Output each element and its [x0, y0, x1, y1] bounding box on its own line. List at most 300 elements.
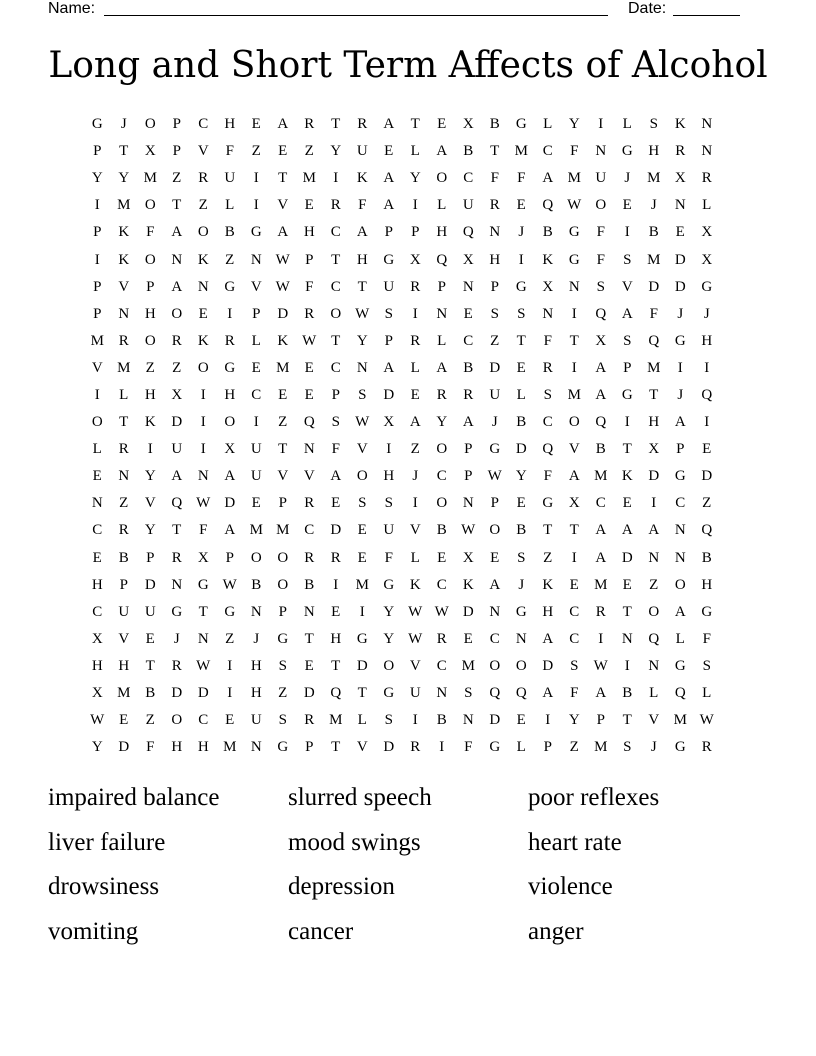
- grid-letter: M: [567, 170, 581, 187]
- grid-letter: V: [568, 441, 580, 458]
- grid-letter: A: [224, 468, 236, 485]
- grid-letter: N: [250, 739, 262, 756]
- grid-letter: U: [250, 468, 262, 485]
- grid-letter: I: [200, 386, 206, 403]
- grid-letter: W: [355, 414, 370, 431]
- grid-letter: Z: [702, 495, 712, 512]
- word-list-item: cancer: [288, 917, 354, 945]
- word-list-item: impaired balance: [48, 784, 220, 812]
- grid-letter: B: [701, 549, 712, 566]
- grid-letter: J: [253, 630, 260, 647]
- grid-letter: D: [356, 657, 368, 674]
- grid-letter: C: [330, 224, 341, 241]
- grid-letter: K: [118, 251, 130, 268]
- grid-letter: F: [490, 170, 499, 187]
- grid-letter: W: [434, 603, 449, 620]
- grid-letter: G: [383, 685, 395, 702]
- grid-letter: B: [463, 359, 474, 376]
- grid-letter: X: [701, 224, 713, 241]
- grid-letter: Z: [145, 712, 155, 729]
- grid-letter: V: [277, 468, 289, 485]
- grid-letter: N: [515, 630, 527, 647]
- grid-letter: L: [225, 197, 235, 214]
- grid-letter: Z: [172, 359, 182, 376]
- grid-letter: V: [356, 739, 368, 756]
- word-list-row: [48, 865, 768, 910]
- grid-letter: B: [489, 116, 500, 133]
- grid-letter: T: [490, 143, 500, 160]
- grid-letter: C: [675, 495, 686, 512]
- grid-letter: E: [437, 116, 447, 133]
- grid-letter: H: [436, 224, 448, 241]
- grid-letter: X: [144, 143, 156, 160]
- grid-letter: P: [305, 251, 314, 268]
- grid-letter: S: [543, 386, 552, 403]
- grid-letter: P: [490, 495, 499, 512]
- grid-letter: U: [144, 603, 156, 620]
- grid-letter: H: [91, 657, 103, 674]
- grid-letter: Q: [515, 685, 527, 702]
- grid-letter: S: [358, 386, 367, 403]
- grid-letter: M: [276, 359, 290, 376]
- grid-letter: W: [90, 712, 105, 729]
- grid-letter: J: [624, 170, 631, 187]
- grid-letter: I: [518, 251, 524, 268]
- grid-letter: L: [357, 712, 367, 729]
- grid-letter: K: [409, 576, 421, 593]
- grid-letter: D: [118, 739, 130, 756]
- grid-letter: T: [622, 441, 632, 458]
- grid-letter: N: [489, 603, 501, 620]
- grid-letter: E: [490, 549, 500, 566]
- grid-letter: H: [383, 468, 395, 485]
- grid-letter: A: [595, 359, 607, 376]
- grid-letter: E: [357, 549, 367, 566]
- grid-letter: F: [146, 739, 155, 756]
- grid-letter: E: [92, 549, 102, 566]
- grid-letter: U: [383, 278, 395, 295]
- grid-letter: Q: [595, 305, 607, 322]
- grid-letter: F: [570, 685, 579, 702]
- grid-letter: H: [91, 576, 103, 593]
- grid-letter: D: [489, 359, 501, 376]
- grid-letter: Z: [490, 332, 500, 349]
- grid-letter: P: [464, 468, 473, 485]
- grid-letter: N: [356, 359, 368, 376]
- grid-letter: E: [516, 197, 526, 214]
- grid-letter: A: [489, 576, 501, 593]
- grid-letter: R: [118, 332, 129, 349]
- grid-letter: C: [198, 116, 209, 133]
- grid-letter: X: [224, 441, 236, 458]
- grid-letter: I: [704, 414, 710, 431]
- grid-letter: U: [489, 386, 501, 403]
- grid-letter: G: [542, 495, 554, 512]
- grid-letter: S: [570, 657, 579, 674]
- grid-row: [84, 599, 744, 626]
- grid-letter: D: [701, 468, 713, 485]
- grid-letter: H: [648, 414, 660, 431]
- grid-letter: H: [250, 685, 262, 702]
- grid-letter: L: [702, 197, 712, 214]
- grid-letter: N: [303, 441, 315, 458]
- grid-letter: I: [227, 305, 233, 322]
- letter-grid: [84, 111, 744, 761]
- grid-letter: P: [543, 739, 552, 756]
- grid-letter: D: [277, 305, 289, 322]
- grid-letter: O: [489, 522, 501, 539]
- grid-letter: C: [436, 657, 447, 674]
- grid-letter: R: [330, 197, 341, 214]
- grid-letter: B: [224, 224, 235, 241]
- grid-letter: C: [330, 359, 341, 376]
- grid-letter: J: [120, 116, 127, 133]
- grid-letter: I: [94, 197, 100, 214]
- grid-letter: N: [595, 143, 607, 160]
- grid-letter: K: [277, 332, 289, 349]
- grid-letter: N: [462, 278, 474, 295]
- grid-letter: A: [621, 522, 633, 539]
- grid-letter: Z: [649, 576, 659, 593]
- grid-letter: I: [677, 359, 683, 376]
- grid-letter: M: [461, 657, 475, 674]
- grid-letter: G: [277, 739, 289, 756]
- grid-letter: V: [118, 630, 130, 647]
- grid-letter: E: [410, 386, 420, 403]
- grid-letter: R: [198, 170, 209, 187]
- grid-letter: A: [330, 468, 342, 485]
- grid-letter: E: [304, 657, 314, 674]
- grid-letter: K: [197, 332, 209, 349]
- word-list-row: [48, 776, 768, 821]
- grid-letter: T: [331, 116, 341, 133]
- grid-letter: E: [251, 116, 261, 133]
- grid-letter: B: [622, 685, 633, 702]
- grid-letter: Y: [409, 170, 421, 187]
- grid-letter: R: [542, 359, 553, 376]
- grid-letter: K: [144, 414, 156, 431]
- grid-letter: T: [569, 332, 579, 349]
- grid-letter: B: [516, 522, 527, 539]
- grid-letter: A: [542, 170, 554, 187]
- grid-letter: R: [330, 549, 341, 566]
- grid-letter: I: [227, 685, 233, 702]
- grid-letter: M: [647, 359, 661, 376]
- grid-letter: X: [701, 251, 713, 268]
- grid-letter: R: [595, 603, 606, 620]
- grid-letter: E: [304, 197, 314, 214]
- grid-letter: I: [253, 414, 259, 431]
- grid-letter: G: [674, 332, 686, 349]
- grid-letter: S: [517, 305, 526, 322]
- grid-letter: X: [409, 251, 421, 268]
- grid-letter: J: [677, 386, 684, 403]
- grid-row: [84, 572, 744, 599]
- grid-letter: R: [675, 143, 686, 160]
- grid-letter: E: [463, 630, 473, 647]
- grid-letter: G: [224, 359, 236, 376]
- grid-letter: T: [172, 522, 182, 539]
- grid-letter: B: [542, 224, 553, 241]
- grid-letter: O: [595, 197, 607, 214]
- grid-letter: O: [436, 495, 448, 512]
- grid-letter: M: [117, 197, 131, 214]
- grid-row: [84, 680, 744, 707]
- grid-letter: R: [436, 386, 447, 403]
- grid-letter: A: [648, 522, 660, 539]
- grid-letter: P: [305, 739, 314, 756]
- grid-letter: L: [437, 332, 447, 349]
- grid-letter: V: [197, 143, 209, 160]
- grid-letter: O: [515, 657, 527, 674]
- grid-letter: F: [199, 522, 208, 539]
- grid-letter: P: [437, 278, 446, 295]
- grid-letter: N: [436, 685, 448, 702]
- grid-letter: U: [171, 441, 183, 458]
- grid-letter: O: [436, 441, 448, 458]
- grid-letter: S: [358, 495, 367, 512]
- grid-letter: R: [436, 630, 447, 647]
- grid-letter: H: [118, 657, 130, 674]
- grid-letter: Z: [119, 495, 129, 512]
- grid-letter: Q: [674, 685, 686, 702]
- grid-letter: E: [463, 305, 473, 322]
- grid-letter: D: [674, 278, 686, 295]
- grid-letter: Q: [595, 414, 607, 431]
- grid-letter: E: [622, 576, 632, 593]
- grid-letter: P: [490, 278, 499, 295]
- grid-letter: K: [674, 116, 686, 133]
- grid-letter: G: [568, 224, 580, 241]
- grid-letter: F: [649, 305, 658, 322]
- grid-letter: I: [412, 495, 418, 512]
- grid-letter: H: [171, 739, 183, 756]
- grid-letter: E: [569, 576, 579, 593]
- grid-letter: M: [302, 170, 316, 187]
- grid-letter: B: [304, 576, 315, 593]
- grid-letter: E: [198, 305, 208, 322]
- grid-letter: D: [462, 603, 474, 620]
- grid-letter: L: [622, 116, 632, 133]
- grid-letter: B: [251, 576, 262, 593]
- grid-letter: T: [331, 739, 341, 756]
- grid-letter: O: [568, 414, 580, 431]
- grid-letter: N: [303, 603, 315, 620]
- grid-letter: J: [173, 630, 180, 647]
- grid-row: [84, 382, 744, 409]
- grid-letter: A: [409, 414, 421, 431]
- grid-letter: D: [383, 739, 395, 756]
- grid-letter: G: [568, 251, 580, 268]
- grid-letter: V: [91, 359, 103, 376]
- grid-letter: O: [171, 305, 183, 322]
- grid-letter: I: [333, 170, 339, 187]
- grid-letter: S: [623, 332, 632, 349]
- grid-letter: R: [171, 549, 182, 566]
- date-label: Date:: [628, 0, 667, 17]
- grid-letter: H: [542, 603, 554, 620]
- grid-letter: V: [621, 278, 633, 295]
- grid-letter: R: [410, 278, 421, 295]
- grid-letter: F: [570, 143, 579, 160]
- grid-letter: R: [118, 441, 129, 458]
- grid-letter: N: [118, 305, 130, 322]
- grid-letter: H: [330, 630, 342, 647]
- grid-letter: E: [384, 143, 394, 160]
- grid-letter: B: [436, 712, 447, 729]
- grid-letter: M: [90, 332, 104, 349]
- grid-letter: D: [489, 712, 501, 729]
- grid-letter: O: [436, 170, 448, 187]
- grid-letter: I: [624, 414, 630, 431]
- grid-letter: D: [171, 414, 183, 431]
- grid-letter: I: [94, 386, 100, 403]
- grid-letter: M: [647, 170, 661, 187]
- grid-letter: R: [304, 712, 315, 729]
- grid-row: [84, 111, 744, 138]
- grid-letter: O: [197, 359, 209, 376]
- grid-letter: X: [595, 332, 607, 349]
- grid-letter: Q: [542, 441, 554, 458]
- grid-letter: Y: [568, 116, 580, 133]
- grid-letter: A: [171, 278, 183, 295]
- grid-letter: X: [91, 685, 103, 702]
- grid-letter: P: [93, 224, 102, 241]
- grid-letter: Y: [568, 712, 580, 729]
- grid-letter: B: [595, 441, 606, 458]
- grid-letter: M: [329, 712, 343, 729]
- grid-letter: O: [144, 332, 156, 349]
- word-list: [48, 776, 768, 954]
- grid-letter: K: [356, 170, 368, 187]
- grid-letter: Q: [648, 630, 660, 647]
- grid-letter: N: [701, 116, 713, 133]
- grid-letter: W: [302, 332, 317, 349]
- grid-letter: E: [331, 603, 341, 620]
- grid-letter: I: [94, 251, 100, 268]
- grid-letter: D: [144, 576, 156, 593]
- word-list-item: depression: [288, 873, 395, 901]
- grid-letter: E: [251, 359, 261, 376]
- grid-letter: C: [92, 522, 103, 539]
- grid-letter: E: [675, 224, 685, 241]
- grid-letter: Q: [542, 197, 554, 214]
- grid-letter: D: [303, 685, 315, 702]
- grid-letter: H: [701, 576, 713, 593]
- grid-letter: L: [119, 386, 129, 403]
- grid-letter: D: [674, 251, 686, 268]
- grid-letter: M: [567, 386, 581, 403]
- grid-letter: P: [384, 332, 393, 349]
- grid-letter: O: [224, 414, 236, 431]
- grid-letter: Z: [198, 197, 208, 214]
- grid-letter: I: [253, 170, 259, 187]
- grid-letter: A: [171, 224, 183, 241]
- grid-row: [84, 355, 744, 382]
- grid-letter: K: [462, 576, 474, 593]
- grid-letter: O: [674, 576, 686, 593]
- worksheet-header: [48, 0, 740, 20]
- grid-letter: L: [437, 197, 447, 214]
- grid-letter: U: [409, 685, 421, 702]
- grid-letter: N: [171, 251, 183, 268]
- grid-letter: A: [542, 685, 554, 702]
- grid-letter: C: [569, 603, 580, 620]
- grid-letter: I: [598, 630, 604, 647]
- grid-letter: T: [331, 332, 341, 349]
- grid-letter: N: [701, 143, 713, 160]
- grid-letter: A: [277, 224, 289, 241]
- grid-letter: S: [702, 657, 711, 674]
- grid-letter: A: [383, 359, 395, 376]
- grid-letter: Q: [303, 414, 315, 431]
- grid-letter: X: [568, 495, 580, 512]
- grid-letter: M: [647, 251, 661, 268]
- grid-letter: Y: [144, 468, 156, 485]
- grid-letter: A: [436, 359, 448, 376]
- grid-letter: I: [651, 495, 657, 512]
- grid-letter: F: [146, 224, 155, 241]
- grid-letter: C: [198, 712, 209, 729]
- grid-letter: N: [648, 549, 660, 566]
- grid-letter: Q: [462, 224, 474, 241]
- grid-letter: K: [542, 576, 554, 593]
- grid-letter: Q: [436, 251, 448, 268]
- grid-letter: M: [594, 576, 608, 593]
- grid-letter: S: [278, 657, 287, 674]
- grid-row: [84, 626, 744, 653]
- grid-letter: C: [436, 576, 447, 593]
- grid-letter: Y: [118, 170, 130, 187]
- grid-letter: B: [436, 522, 447, 539]
- grid-letter: A: [595, 685, 607, 702]
- grid-row: [84, 246, 744, 273]
- grid-letter: G: [701, 278, 713, 295]
- grid-letter: W: [567, 197, 582, 214]
- grid-letter: R: [304, 495, 315, 512]
- grid-letter: S: [596, 278, 605, 295]
- grid-letter: E: [622, 495, 632, 512]
- word-list-item: slurred speech: [288, 784, 432, 812]
- grid-letter: L: [543, 116, 553, 133]
- grid-letter: C: [542, 143, 553, 160]
- word-list-item: vomiting: [48, 917, 139, 945]
- grid-letter: M: [276, 522, 290, 539]
- grid-letter: P: [411, 224, 420, 241]
- grid-letter: O: [383, 657, 395, 674]
- grid-letter: G: [171, 603, 183, 620]
- grid-letter: V: [303, 468, 315, 485]
- grid-letter: X: [462, 116, 474, 133]
- grid-letter: D: [515, 441, 527, 458]
- grid-letter: I: [359, 603, 365, 620]
- grid-letter: B: [516, 414, 527, 431]
- grid-letter: I: [200, 441, 206, 458]
- grid-row: [84, 490, 744, 517]
- grid-letter: L: [675, 630, 685, 647]
- grid-letter: P: [676, 441, 685, 458]
- grid-letter: G: [674, 657, 686, 674]
- grid-letter: G: [515, 603, 527, 620]
- grid-letter: E: [145, 630, 155, 647]
- grid-letter: G: [674, 739, 686, 756]
- word-list-item: heart rate: [528, 828, 622, 856]
- grid-letter: X: [648, 441, 660, 458]
- grid-letter: P: [252, 305, 261, 322]
- grid-letter: X: [197, 549, 209, 566]
- grid-letter: P: [384, 224, 393, 241]
- grid-letter: M: [143, 170, 157, 187]
